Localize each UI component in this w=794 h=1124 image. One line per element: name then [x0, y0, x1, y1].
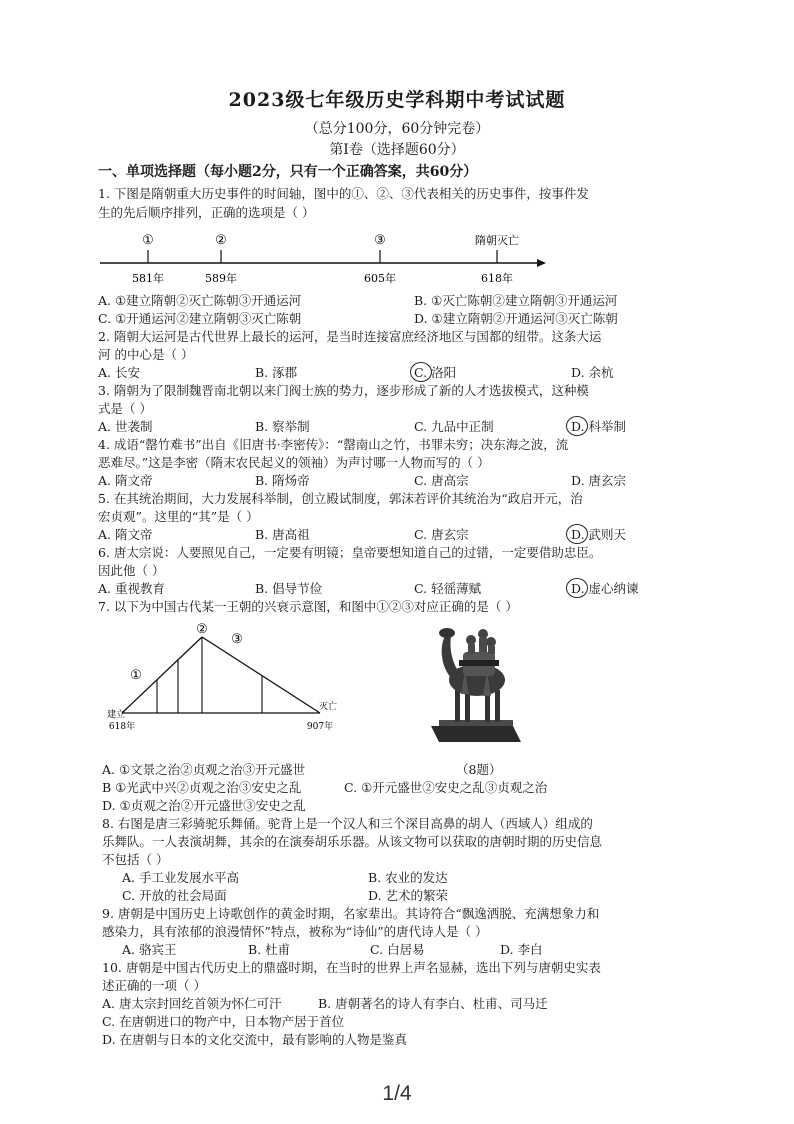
- timeline-year-3: 605年: [364, 272, 396, 285]
- q6-stem-line1: 6. 唐太宗说：人要照见自己，一定要有明镜；皇帝要想知道自己的过错，一定要借助忠臣。: [98, 545, 602, 560]
- q10-stem-line2: 述正确的一项（ ）: [102, 978, 206, 993]
- q1-stem-line1: 1. 下图是隋朝重大历史事件的时间轴，图中的①、②、③代表相关的历史事件，按事件发: [98, 186, 589, 201]
- q10-stem-line1: 10. 唐朝是中国古代历史上的鼎盛时期，在当时的世界上声名显赫，选出下列与唐朝史实表: [102, 960, 601, 975]
- q2-stem-line2: 河 的中心是（ ）: [98, 347, 194, 362]
- diagram-marker-2: ②: [196, 622, 208, 637]
- timeline-year-2: 589年: [205, 272, 237, 285]
- timeline-arrow: [537, 259, 546, 267]
- q2-stem-line1: 2. 隋朝大运河是古代世界上最长的运河，是当时连接富庶经济地区与国都的纽带。这条大运: [98, 329, 602, 344]
- q10-option-b: B. 唐朝著名的诗人有李白、杜甫、司马迁: [318, 996, 548, 1011]
- q5-option-d: D. 武则天: [571, 527, 627, 542]
- diagram-start-label: 建立: [106, 710, 126, 720]
- q6-stem-line2: 因此他（ ）: [98, 563, 165, 578]
- diagram-marker-1: ①: [130, 668, 142, 683]
- q3-stem-line2: 式是（ ）: [98, 401, 152, 416]
- q5-stem-line2: 宏贞观”。这里的“其”是（ ）: [98, 509, 259, 524]
- timeline-marker-1: ①: [142, 233, 154, 248]
- timeline-marker-3: ③: [374, 233, 386, 248]
- q3-option-c: C. 九品中正制: [414, 419, 494, 434]
- q3-answer-mark: [566, 416, 588, 436]
- q5-answer-mark: [566, 524, 588, 544]
- timeline-marker-4: 隋朝灭亡: [475, 234, 519, 247]
- exam-subtitle: （总分100分，60分钟完卷）: [304, 121, 490, 137]
- figure-base: [431, 726, 521, 742]
- q5-stem-line1: 5. 在其统治期间，大力发展科举制，创立殿试制度，郭沫若评价其统治为“政启开元，治: [98, 491, 583, 506]
- q5-option-a: A. 隋文帝: [98, 527, 153, 542]
- q1-option-c: C. ①开通运河②建立隋朝③灭亡陈朝: [98, 311, 302, 326]
- q6-option-c: C. 轻徭薄赋: [414, 581, 482, 596]
- q1-stem-line2: 生的先后顺序排列，正确的选项是（ ）: [98, 205, 315, 220]
- q2-answer-mark: [410, 362, 432, 382]
- q7-stem-line1: 7. 以下为中国古代某一王朝的兴衰示意图，和图中①②③对应正确的是（ ）: [98, 599, 518, 614]
- diagram-marker-3: ③: [231, 632, 243, 647]
- diagram-start-year: 618年: [108, 722, 136, 732]
- q8-stem-line1: 8. 右图是唐三彩骑驼乐舞俑。驼背上是一个汉人和三个深目高鼻的胡人（西域人）组成的: [102, 816, 593, 831]
- timeline-year-4: 618年: [481, 272, 513, 285]
- page-number: 1/4: [382, 1082, 412, 1105]
- q9-stem-line2: 感染力，具有浓郁的浪漫情怀”特点，被称为“诗仙”的唐代诗人是（ ）: [102, 924, 488, 939]
- q7-option-b: B ①光武中兴②贞观之治③安史之乱: [102, 780, 302, 795]
- q9-option-c: C. 白居易: [370, 942, 425, 957]
- q9-option-d: D. 李白: [500, 942, 543, 957]
- q10-option-a: A. 唐太宗封回纥首领为怀仁可汗: [102, 996, 282, 1011]
- q4-option-a: A. 隋文帝: [98, 473, 153, 488]
- q6-option-b: B. 倡导节俭: [255, 581, 323, 596]
- q2-option-d: D. 余杭: [571, 365, 614, 380]
- timeline-year-1: 581年: [132, 272, 164, 285]
- q4-stem-line1: 4. 成语“罄竹难书”出自《旧唐书·李密传》：“罄南山之竹，书罪未穷；决东海之波，流: [98, 437, 569, 452]
- figure-caption: （8题）: [456, 762, 502, 777]
- diagram-end-label: 灭亡: [318, 702, 338, 712]
- q8-option-d: D. 艺术的繁荣: [368, 888, 449, 903]
- q2-option-c: C. 洛阳: [414, 365, 457, 380]
- q8-stem-line3: 不包括（ ）: [102, 852, 169, 867]
- q5-option-c: C. 唐玄宗: [414, 527, 469, 542]
- q4-option-d: D. 唐玄宗: [571, 473, 627, 488]
- q6-option-a: A. 重视教育: [98, 581, 165, 596]
- q1-option-b: B. ①灭亡陈朝②建立隋朝③开通运河: [414, 293, 618, 308]
- q8-option-c: C. 开放的社会局面: [122, 888, 227, 903]
- q7-option-a: A. ①文景之治②贞观之治③开元盛世: [102, 762, 306, 777]
- q6-answer-mark: [566, 578, 588, 598]
- q1-timeline: [95, 228, 555, 290]
- q10-option-d: D. 在唐朝与日本的文化交流中，最有影响的人物是鉴真: [102, 1032, 408, 1047]
- q9-option-a: A. 骆宾王: [122, 942, 177, 957]
- q8-option-b: B. 农业的发达: [368, 870, 448, 885]
- q4-option-c: C. 唐高宗: [414, 473, 469, 488]
- q2-option-b: B. 涿郡: [255, 365, 298, 380]
- section-heading: 一、单项选择题（每小题2分，只有一个正确答案，共60分）: [98, 164, 478, 180]
- diagram-end-year: 907年: [306, 722, 334, 732]
- q5-option-b: B. 唐高祖: [255, 527, 310, 542]
- q1-option-a: A. ①建立隋朝②灭亡陈朝③开通运河: [98, 293, 302, 308]
- q7-rise-fall-diagram: [100, 615, 360, 740]
- q3-option-a: A. 世袭制: [98, 419, 153, 434]
- q9-option-b: B. 杜甫: [248, 942, 291, 957]
- q6-option-d: D. 虚心纳谏: [571, 581, 639, 596]
- q8-stem-line2: 乐舞队。一人表演胡舞，其余的在演奏胡乐乐器。从该文物可以获取的唐朝时期的历史信息: [102, 834, 603, 849]
- q4-stem-line2: 恶难尽。”这是李密（隋末农民起义的领袖）为声讨哪一人物而写的（ ）: [98, 455, 490, 470]
- q7-option-d: D. ①贞观之治②开元盛世③安史之乱: [102, 798, 306, 813]
- q1-option-d: D. ①建立隋朝②开通运河③灭亡陈朝: [414, 311, 618, 326]
- q10-option-c: C. 在唐朝进口的物产中，日本物产居于首位: [102, 1014, 345, 1029]
- q3-stem-line1: 3. 隋朝为了限制魏晋南北朝以来门阀士族的势力，逐步形成了新的人才选拔模式，这种模: [98, 383, 589, 398]
- q2-option-a: A. 长安: [98, 365, 140, 380]
- timeline-marker-2: ②: [215, 233, 227, 248]
- exam-part: 第Ⅰ卷（选择题60分）: [329, 142, 465, 158]
- q9-stem-line1: 9. 唐朝是中国历史上诗歌创作的黄金时期，名家辈出。其诗符合“飘逸洒脱、充满想象力和: [102, 906, 600, 921]
- q8-option-a: A. 手工业发展水平高: [122, 870, 239, 885]
- diagram-fall-line: [202, 637, 320, 713]
- q7-option-c: C. ①开元盛世②安史之乱③贞观之治: [344, 780, 548, 795]
- q3-option-d: D. 科举制: [571, 419, 627, 434]
- q3-option-b: B. 察举制: [255, 419, 310, 434]
- q4-option-b: B. 隋炀帝: [255, 473, 310, 488]
- exam-title: 2023级七年级历史学科期中考试试题: [228, 89, 566, 111]
- tang-sancai-camel-figure: [425, 608, 525, 754]
